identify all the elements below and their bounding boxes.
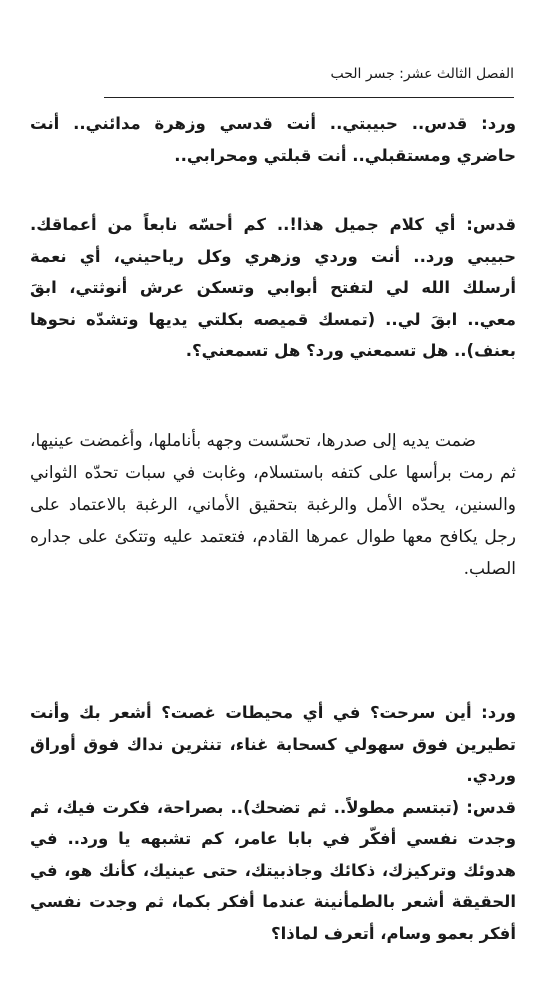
dialogue-passage (30, 697, 516, 792)
dialogue-text: أين سرحت؟ في أي محيطات غصت؟ أشعر بك وأنت تطيرين فوق سهولي كسحابة غناء، تنثرين نداك فوق أوراق وردي. (30, 703, 516, 785)
dialogue-passage (30, 792, 516, 950)
speaker-label: ورد: (481, 703, 516, 722)
dialogue-group (30, 697, 516, 949)
dialogue-passage (30, 209, 516, 367)
speaker-label: قدس: (466, 215, 516, 234)
dialogue-text: قدس.. حبيبتي.. أنت قدسي وزهرة مدائني.. أنت حاضري ومستقبلي.. أنت قبلتي ومحرابي.. (30, 114, 516, 165)
dialogue-text: أي كلام جميل هذا!.. كم أحسّه نابعاً من أعماقك. حبيبي ورد.. أنت وردي وزهري وكل رياحيني، أي نعمة أرسلك الله لي لتفتح أبوابي وتسكن عرش أنوثتي، ابقَ معي.. ابقَ لي.. (تمسك قميصه بكلتي يديها وتشدّه نحوها بعنف).. هل تسمعني ورد؟ هل تسمعني؟. (30, 215, 516, 360)
header-divider (104, 97, 514, 98)
dialogue-passage (30, 108, 516, 171)
narration-paragraph: ضمت يديه إلى صدرها، تحسّست وجهه بأناملها، وأغمضت عينيها، ثم رمت برأسها على كتفه باستسلام، وغابت في سبات تحدّه الثواني والسنين، يحدّه الأمل والرغبة بتحقيق الأماني، الرغبة بالاعتماد على رجل يكافح معها طوال عمرها القادم، فتعتمد عليه وتتكئ على جداره الصلب. (30, 431, 516, 579)
speaker-label: قدس: (466, 797, 516, 817)
running-header: الفصل الثالث عشر: جسر الحب (330, 66, 514, 82)
dialogue-text: (تبتسم مطولاً.. ثم تضحك).. بصراحة، فكرت فيك، ثم وجدت نفسي أفكّر في بابا عامر، كم تشبهه يا ورد.. في هدوئك وتركيزك، ذكائك وجاذبيتك، حتى عينيك، كأنك هو، في الحقيقة أشعر بالطمأنينة عندما أفكر بكما، ثم وجدت نفسي أفكر بعمو وسام، أتعرف لماذا؟ (30, 797, 516, 943)
speaker-label: ورد: (481, 114, 516, 133)
